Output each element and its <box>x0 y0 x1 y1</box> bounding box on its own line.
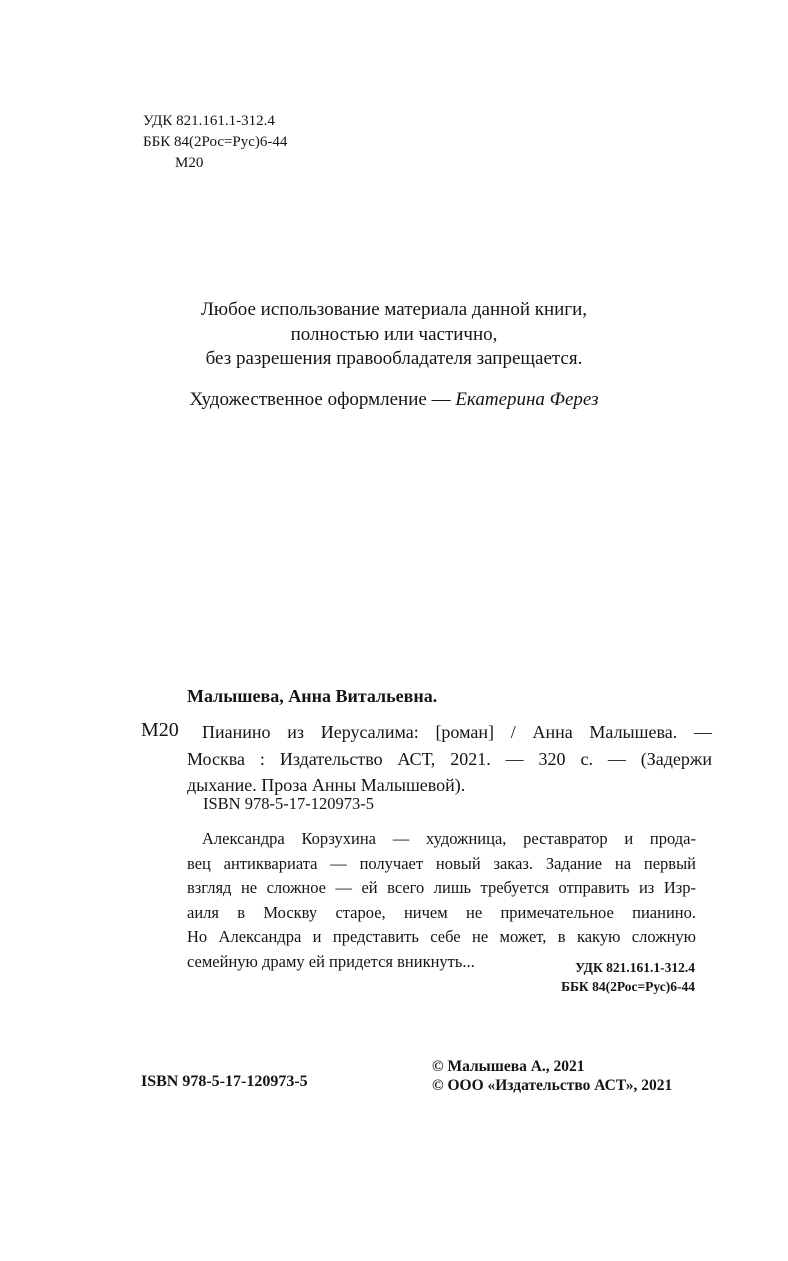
copyright-notice <box>0 298 788 372</box>
bbk-code: ББК 84(2Рос=Рус)6-44 <box>561 979 695 994</box>
bibliographic-description <box>187 719 712 799</box>
copyright-line: © Малышева А., 2021 <box>432 1058 585 1075</box>
annotation <box>187 827 696 975</box>
annotation-line: вец антиквариата — получает новый заказ. Задание на первый <box>187 853 696 873</box>
author-mark: М20 <box>175 155 204 171</box>
copyright-block <box>432 1057 672 1095</box>
udk-code: УДК 821.161.1-312.4 <box>143 113 275 129</box>
annotation-line: семейную драму ей придется вникнуть... <box>187 951 475 971</box>
udk-code: УДК 821.161.1-312.4 <box>575 960 695 975</box>
footer-isbn: ISBN 978-5-17-120973-5 <box>141 1073 308 1090</box>
notice-line: без разрешения правообладателя запрещается. <box>205 348 583 369</box>
classification-codes <box>561 958 695 996</box>
record-isbn: ISBN 978-5-17-120973-5 <box>203 794 374 813</box>
copyright-line: © ООО «Издательство АСТ», 2021 <box>432 1077 673 1094</box>
design-label: Художественное оформление — <box>189 389 451 410</box>
design-credit <box>0 389 788 411</box>
biblio-line: Москва : Издательство АСТ, 2021. — 320 с. — (Задержи <box>187 748 712 769</box>
biblio-line: Пианино из Иерусалима: [роман] / Анна Малышева. — <box>202 722 712 742</box>
annotation-line: Александра Корзухина — художница, реставратор и прода- <box>202 829 696 848</box>
annotation-line: аиля в Москву старое, ничем не примечательное пианино. <box>187 902 696 922</box>
record-author: Малышева, Анна Витальевна. <box>187 686 438 706</box>
notice-line: полностью или частично, <box>290 323 498 345</box>
bbk-code: ББК 84(2Рос=Рус)6-44 <box>143 134 288 150</box>
notice-line: Любое использование материала данной книги, <box>200 299 588 320</box>
classification-block <box>143 111 287 174</box>
record-code: М20 <box>141 719 179 741</box>
biblio-line: дыхание. Проза Анны Малышевой). <box>187 775 466 795</box>
annotation-line: Но Александра и представить себе не может, в какую сложную <box>187 927 696 947</box>
design-artist: Екатерина Ферез <box>455 389 599 410</box>
annotation-line: взгляд не сложное — ей всего лишь требуется отправить из Изр- <box>187 878 696 898</box>
